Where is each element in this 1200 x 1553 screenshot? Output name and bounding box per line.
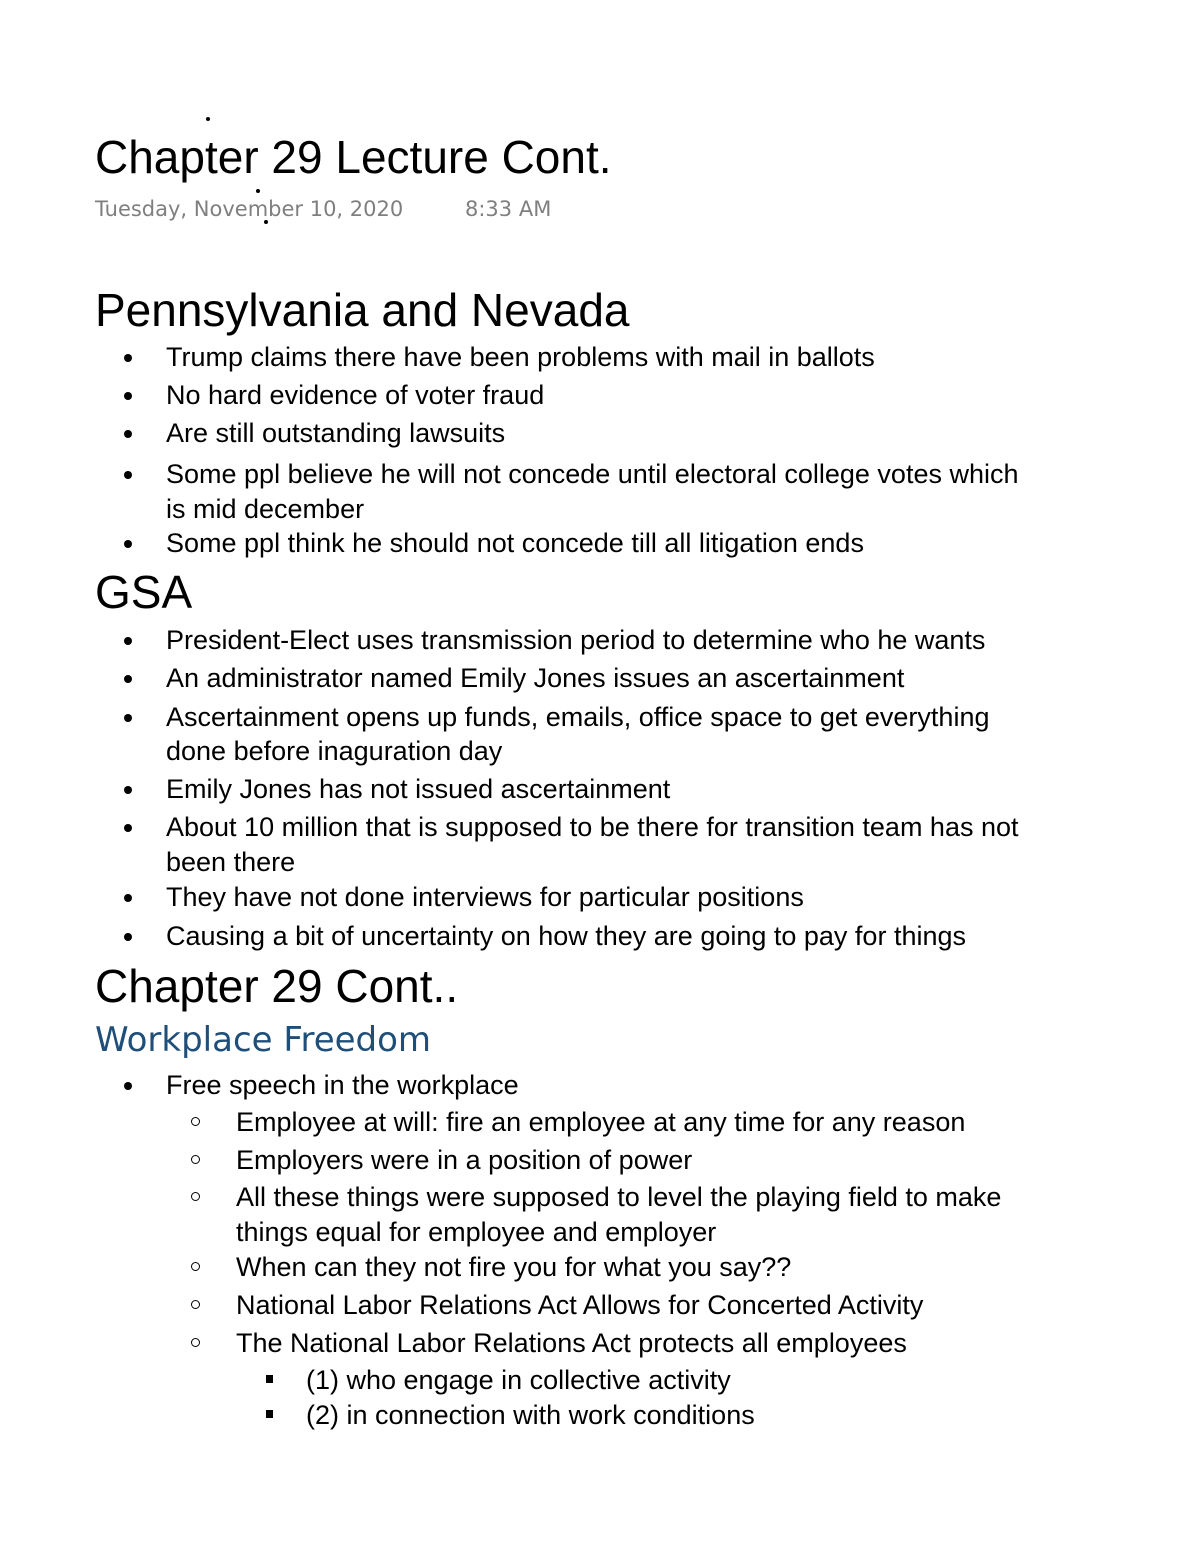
bullet-icon (124, 354, 132, 362)
list-item: An administrator named Emily Jones issues an ascertainment (166, 661, 904, 695)
list-item: Free speech in the workplace (166, 1068, 519, 1102)
list-item: No hard evidence of voter fraud (166, 378, 544, 412)
list-item: Some ppl believe he will not concede until electoral college votes which (166, 457, 1019, 491)
bullet-icon (124, 894, 132, 902)
square-bullet-icon (266, 1410, 273, 1418)
list-item: Some ppl think he should not concede till all litigation ends (166, 526, 864, 560)
bullet-icon (124, 824, 132, 832)
square-bullet-icon (266, 1375, 273, 1383)
list-item: Are still outstanding lawsuits (166, 416, 505, 450)
bullet-icon (124, 933, 132, 941)
list-item: They have not done interviews for particular positions (166, 880, 804, 914)
page-timestamp (95, 196, 552, 222)
bullet-icon (124, 392, 132, 400)
list-item: About 10 million that is supposed to be there for transition team has not (166, 810, 1019, 844)
circle-bullet-icon (191, 1155, 200, 1164)
bullet-icon (124, 540, 132, 548)
circle-bullet-icon (191, 1338, 200, 1347)
list-item-continuation: been there (166, 847, 296, 877)
page-time: 8:33 AM (465, 197, 552, 221)
bullet-icon (124, 786, 132, 794)
list-item: Ascertainment opens up funds, emails, office space to get everything (166, 700, 989, 734)
sub-sub-list-item: (2) in connection with work conditions (306, 1398, 755, 1432)
bullet-icon (124, 430, 132, 438)
list-item: Trump claims there have been problems with mail in ballots (166, 340, 875, 374)
circle-bullet-icon (191, 1262, 200, 1271)
sub-list-item-continuation: things equal for employee and employer (236, 1217, 717, 1247)
sub-list-item: Employers were in a position of power (236, 1143, 692, 1177)
page-title[interactable]: Chapter 29 Lecture Cont. (95, 131, 612, 183)
circle-bullet-icon (191, 1192, 200, 1201)
sub-list-item: When can they not fire you for what you say?? (236, 1250, 791, 1284)
list-item: Emily Jones has not issued ascertainment (166, 772, 670, 806)
sub-sub-list-item: (1) who engage in collective activity (306, 1363, 731, 1397)
page-date: Tuesday, November 10, 2020 (95, 197, 404, 221)
bullet-icon (124, 471, 132, 479)
list-item: President-Elect uses transmission period to determine who he wants (166, 623, 985, 657)
list-item: Causing a bit of uncertainty on how they are going to pay for things (166, 919, 966, 953)
bullet-icon (124, 1082, 132, 1090)
circle-bullet-icon (191, 1300, 200, 1309)
sub-list-item: National Labor Relations Act Allows for Concerted Activity (236, 1288, 923, 1322)
ink-dot (256, 189, 260, 193)
sub-list-item: All these things were supposed to level the playing field to make (236, 1180, 1001, 1214)
list-item-continuation: done before inaguration day (166, 736, 503, 766)
ink-dot (206, 117, 210, 121)
sub-list-item: The National Labor Relations Act protects all employees (236, 1326, 907, 1360)
bullet-icon (124, 714, 132, 722)
heading-chapter-29-cont: Chapter 29 Cont.. (95, 960, 459, 1012)
heading-pennsylvania-nevada: Pennsylvania and Nevada (95, 284, 630, 336)
bullet-icon (124, 675, 132, 683)
heading-gsa: GSA (95, 566, 193, 618)
circle-bullet-icon (191, 1117, 200, 1126)
list-item-continuation: is mid december (166, 494, 365, 524)
heading-workplace-freedom: Workplace Freedom (95, 1020, 432, 1060)
bullet-icon (124, 637, 132, 645)
sub-list-item: Employee at will: fire an employee at any time for any reason (236, 1105, 965, 1139)
